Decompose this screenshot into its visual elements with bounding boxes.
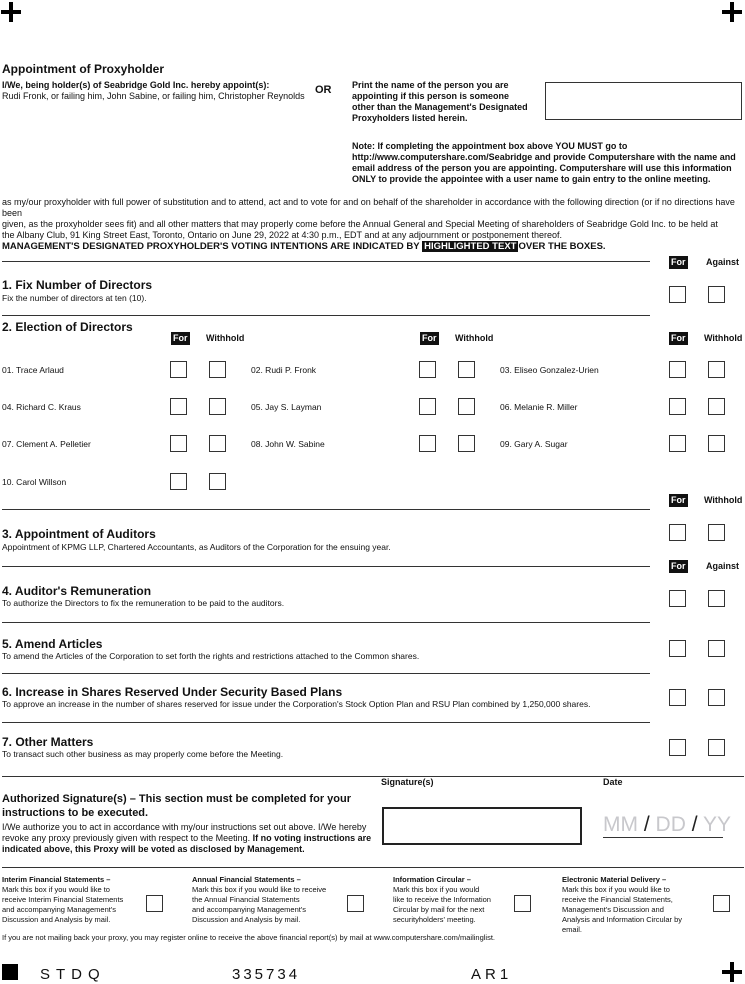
information-circular-checkbox[interactable] xyxy=(514,895,531,912)
date-day-placeholder: DD xyxy=(655,813,686,836)
resolution-4-description: To authorize the Directors to fix the remuneration to be paid to the auditors. xyxy=(2,598,285,608)
highlighted-text-sample: HIGHLIGHTED TEXT xyxy=(424,241,517,252)
resolution-6-description: To approve an increase in the number of shares reserved for issue under the Corporation's Stock Option Plan and RSU Plan combined by 1,250,000 shares. xyxy=(2,699,591,709)
registration-mark-top-left xyxy=(1,2,21,22)
director-10-for-checkbox[interactable] xyxy=(170,473,187,490)
resolution-3-title: 3. Appointment of Auditors xyxy=(2,527,156,541)
interim-financial-statements-option: Interim Financial Statements – Mark this box if you would like to receive Interim Financial Statements and accompanying Management's Discussion and Analysis by mail. xyxy=(2,875,124,924)
resolution-3-for-checkbox[interactable] xyxy=(669,524,686,541)
resolution-5-against-checkbox[interactable] xyxy=(708,640,725,657)
section-divider xyxy=(2,673,650,674)
director-6-withhold-checkbox[interactable] xyxy=(708,398,725,415)
withhold-header: Withhold xyxy=(206,333,245,343)
for-header-highlighted: For xyxy=(671,495,686,505)
director-nominee: 03. Eliseo Gonzalez-Urien xyxy=(500,365,599,375)
proxy-authority-paragraph: as my/our proxyholder with full power of substitution and to attend, act and to vote for and on behalf of the shareholder in accordance with the following direction (or if no directions have been given, as the proxyholder sees fit) and all other matters that may properly come before the Annual General and Special Meeting of shareholders of Seabridge Gold Inc. to be held at the Albany Club, 91 King Street East, Toronto, Ontario on June 29, 2022 at 4:30 p.m., EDT and at any adjournment or postponement thereof. xyxy=(2,197,735,240)
director-nominee: 05. Jay S. Layman xyxy=(251,402,322,412)
director-nominee: 06. Melanie R. Miller xyxy=(500,402,578,412)
section-divider xyxy=(2,315,650,316)
electronic-delivery-option: Electronic Material Delivery – Mark this box if you would like to receive the Financial Statements, Management's Discussion and Analysis and Information Circular by email. xyxy=(562,875,683,934)
director-8-withhold-checkbox[interactable] xyxy=(458,435,475,452)
resolution-3-withhold-checkbox[interactable] xyxy=(708,524,725,541)
resolution-5-for-checkbox[interactable] xyxy=(669,640,686,657)
withhold-header: Withhold xyxy=(455,333,494,343)
director-8-for-checkbox[interactable] xyxy=(419,435,436,452)
withhold-header: Withhold xyxy=(704,333,743,343)
or-label: OR xyxy=(315,84,332,96)
director-nominee: 09. Gary A. Sugar xyxy=(500,439,568,449)
section-divider xyxy=(2,622,650,623)
resolution-3-description: Appointment of KPMG LLP, Chartered Accountants, as Auditors of the Corporation for the ensuing year. xyxy=(2,542,391,552)
form-code: STDQ xyxy=(40,966,106,983)
resolution-7-for-checkbox[interactable] xyxy=(669,739,686,756)
director-nominee: 10. Carol Willson xyxy=(2,477,67,487)
section-divider xyxy=(2,722,650,723)
date-month-placeholder: MM xyxy=(603,813,638,836)
date-year-placeholder: YY xyxy=(703,813,732,836)
director-7-withhold-checkbox[interactable] xyxy=(209,435,226,452)
mailing-list-note: If you are not mailing back your proxy, you may register online to receive the above financial report(s) by mail at www.computershare.com/mailinglist. xyxy=(2,933,495,942)
date-separator: / xyxy=(643,813,650,836)
for-header-highlighted: For xyxy=(671,257,686,267)
director-9-withhold-checkbox[interactable] xyxy=(708,435,725,452)
director-nominee: 07. Clement A. Pelletier xyxy=(2,439,91,449)
registration-mark-bottom-right xyxy=(722,962,742,982)
director-7-for-checkbox[interactable] xyxy=(170,435,187,452)
signature-section-title: Authorized Signature(s) – This section must be completed for your instructions to be executed. xyxy=(2,793,351,819)
signature-field[interactable] xyxy=(382,807,582,845)
resolution-7-against-checkbox[interactable] xyxy=(708,739,725,756)
resolution-5-title: 5. Amend Articles xyxy=(2,637,103,651)
director-5-withhold-checkbox[interactable] xyxy=(458,398,475,415)
director-4-for-checkbox[interactable] xyxy=(170,398,187,415)
annual-financial-statements-checkbox[interactable] xyxy=(347,895,364,912)
section-divider xyxy=(2,867,744,868)
appointment-note: Note: If completing the appointment box above YOU MUST go to http://www.computershare.com/Seabridge and provide Computershare with the name and email address of the person you are appointing. Computershare will use this information ONLY to provide the appointee with a user name to gain entry to the online meeting. xyxy=(352,141,736,184)
director-nominee: 01. Trace Arlaud xyxy=(2,365,64,375)
resolution-6-for-checkbox[interactable] xyxy=(669,689,686,706)
appointee-name-field[interactable] xyxy=(545,82,742,120)
director-nominee: 04. Richard C. Kraus xyxy=(2,402,81,412)
for-header-highlighted: For xyxy=(671,333,686,343)
section-divider xyxy=(2,261,650,262)
director-3-withhold-checkbox[interactable] xyxy=(708,361,725,378)
appointment-intro: I/We, being holder(s) of Seabridge Gold Inc. hereby appoint(s): xyxy=(2,80,270,90)
for-header-highlighted: For xyxy=(422,333,437,343)
resolution-4-title: 4. Auditor's Remuneration xyxy=(2,584,152,598)
against-header: Against xyxy=(706,561,740,571)
annual-financial-statements-option: Annual Financial Statements – Mark this box if you would like to receive the Annual Financial Statements and accompanying Management's Discussion and Analysis by mail. xyxy=(192,875,327,924)
section-divider xyxy=(2,566,650,567)
section-divider xyxy=(2,776,744,777)
interim-financial-statements-checkbox[interactable] xyxy=(146,895,163,912)
director-1-withhold-checkbox[interactable] xyxy=(209,361,226,378)
director-10-withhold-checkbox[interactable] xyxy=(209,473,226,490)
date-field[interactable] xyxy=(603,813,732,838)
information-circular-option: Information Circular – Mark this box if you would like to receive the Information Circular by mail for the next securityholders' meeting. xyxy=(393,875,491,924)
director-5-for-checkbox[interactable] xyxy=(419,398,436,415)
resolution-1-title: 1. Fix Number of Directors xyxy=(2,278,153,292)
director-3-for-checkbox[interactable] xyxy=(669,361,686,378)
withhold-header: Withhold xyxy=(704,495,743,505)
registration-mark-top-right xyxy=(722,2,742,22)
director-2-withhold-checkbox[interactable] xyxy=(458,361,475,378)
resolution-1-for-checkbox[interactable] xyxy=(669,286,686,303)
signature-authorization-text: I/We authorize you to act in accordance with my/our instructions set out above. I/We hereby revoke any proxy previously given with respect to the Meeting. If no voting instructions are indicated above, this Proxy will be voted as disclosed by Management. xyxy=(2,822,372,854)
director-4-withhold-checkbox[interactable] xyxy=(209,398,226,415)
director-nominee: 02. Rudi P. Fronk xyxy=(251,365,317,375)
date-separator: / xyxy=(691,813,698,836)
resolution-4-against-checkbox[interactable] xyxy=(708,590,725,607)
date-label: Date xyxy=(603,777,623,787)
director-nominee: 08. John W. Sabine xyxy=(251,439,325,449)
version-code: AR1 xyxy=(471,966,513,983)
section-divider xyxy=(2,509,650,510)
for-header-highlighted: For xyxy=(173,333,188,343)
resolution-1-against-checkbox[interactable] xyxy=(708,286,725,303)
against-header: Against xyxy=(706,257,740,267)
signature-label: Signature(s) xyxy=(381,777,434,787)
resolution-6-title: 6. Increase in Shares Reserved Under Security Based Plans xyxy=(2,685,343,699)
voting-intentions-note: MANAGEMENT'S DESIGNATED PROXYHOLDER'S VOTING INTENTIONS ARE INDICATED BY HIGHLIGHTED TEXT OVER THE BOXES. xyxy=(2,241,606,252)
resolution-7-title: 7. Other Matters xyxy=(2,735,94,749)
resolution-6-against-checkbox[interactable] xyxy=(708,689,725,706)
resolution-2-title: 2. Election of Directors xyxy=(2,320,133,334)
for-header-highlighted: For xyxy=(671,561,686,571)
print-name-instructions: Print the name of the person you are appointing if this person is someone other than the Management's Designated Proxyholders listed herein. xyxy=(352,80,528,123)
director-2-for-checkbox[interactable] xyxy=(419,361,436,378)
resolution-4-for-checkbox[interactable] xyxy=(669,590,686,607)
account-code: 335734 xyxy=(232,966,301,983)
appointment-proxyholders: Rudi Fronk, or failing him, John Sabine, or failing him, Christopher Reynolds xyxy=(2,91,305,101)
director-9-for-checkbox[interactable] xyxy=(669,435,686,452)
director-6-for-checkbox[interactable] xyxy=(669,398,686,415)
electronic-delivery-checkbox[interactable] xyxy=(713,895,730,912)
resolution-5-description: To amend the Articles of the Corporation to set forth the rights and restrictions attached to the Common shares. xyxy=(2,651,420,661)
appointment-title: Appointment of Proxyholder xyxy=(2,62,164,76)
resolution-7-description: To transact such other business as may properly come before the Meeting. xyxy=(2,749,284,759)
director-1-for-checkbox[interactable] xyxy=(170,361,187,378)
registration-square-bottom-left xyxy=(2,964,18,980)
resolution-1-description: Fix the number of directors at ten (10). xyxy=(2,293,147,303)
